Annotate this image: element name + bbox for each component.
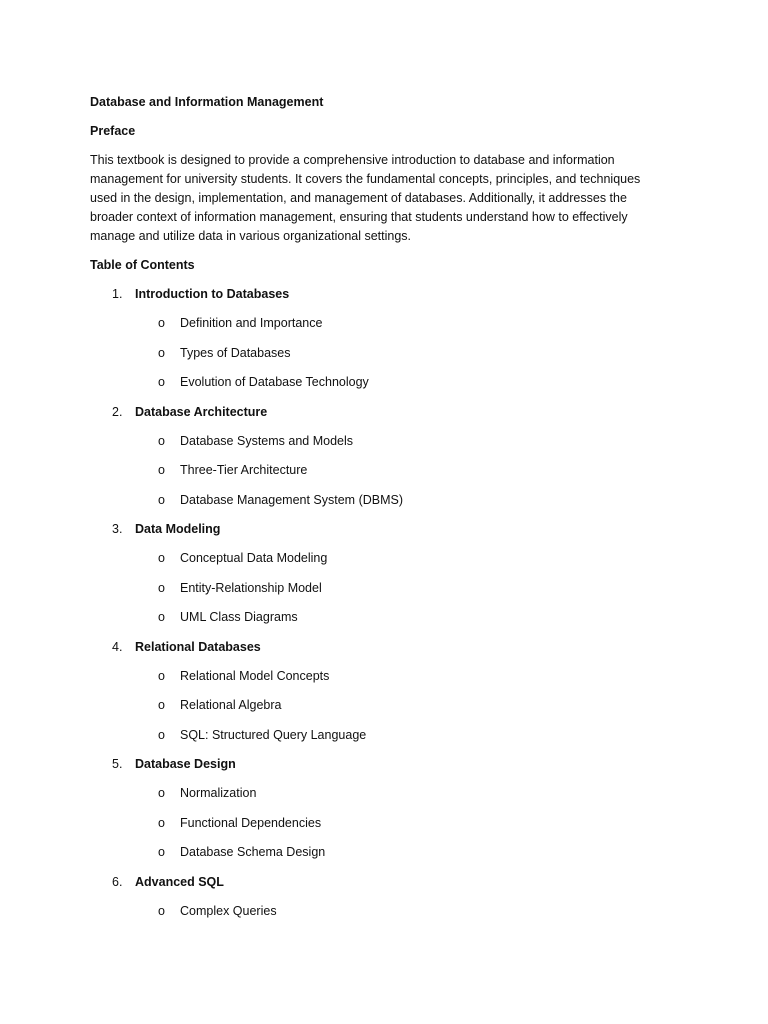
chapter-topics	[90, 314, 670, 392]
toc-chapter	[90, 403, 670, 510]
chapter-number: 1.	[112, 287, 123, 301]
bullet-icon: o	[158, 727, 165, 742]
topic-item	[90, 902, 670, 921]
topic-item	[90, 373, 670, 392]
bullet-icon: o	[158, 580, 165, 595]
bullet-icon: o	[158, 345, 165, 360]
chapter-topics	[90, 784, 670, 862]
topic-text: Entity-Relationship Model	[180, 580, 322, 595]
document-content	[90, 93, 670, 931]
bullet-icon: o	[158, 316, 165, 330]
bullet-icon: o	[158, 551, 165, 565]
preface-heading: Preface	[90, 124, 136, 138]
chapter-topics	[90, 902, 670, 921]
chapter-row	[90, 520, 670, 539]
topic-item	[90, 784, 670, 803]
chapter-topics	[90, 667, 670, 745]
bullet-icon: o	[158, 463, 165, 477]
topic-item	[90, 314, 670, 333]
topic-text: Database Schema Design	[180, 845, 326, 859]
chapter-number: 4.	[112, 639, 123, 654]
topic-text: Relational Model Concepts	[180, 668, 330, 683]
bullet-icon: o	[158, 375, 165, 389]
topic-text: Database Systems and Models	[180, 433, 354, 448]
chapter-row	[90, 638, 670, 657]
topic-text: Conceptual Data Modeling	[180, 551, 328, 565]
chapter-row	[90, 755, 670, 774]
chapter-title: Database Design	[135, 757, 236, 771]
topic-text: Database Management System (DBMS)	[180, 492, 404, 507]
bullet-icon: o	[158, 815, 165, 830]
topic-text: SQL: Structured Query Language	[180, 727, 367, 742]
toc-chapter	[90, 520, 670, 627]
chapter-number: 6.	[112, 874, 123, 889]
chapter-number: 3.	[112, 522, 123, 536]
topic-item	[90, 461, 670, 480]
chapter-title: Database Architecture	[135, 404, 268, 419]
topic-text: Normalization	[180, 786, 257, 800]
topic-item	[90, 814, 670, 833]
topic-item	[90, 491, 670, 510]
topic-item	[90, 726, 670, 745]
chapter-row	[90, 403, 670, 422]
topic-text: Types of Databases	[180, 345, 291, 360]
topic-item	[90, 696, 670, 715]
bullet-icon: o	[158, 903, 165, 918]
table-of-contents	[90, 285, 670, 921]
topic-item	[90, 432, 670, 451]
bullet-icon: o	[158, 668, 165, 683]
topic-item	[90, 549, 670, 568]
topic-text: Functional Dependencies	[180, 815, 322, 830]
toc-heading: Table of Contents	[90, 258, 195, 272]
toc-chapter	[90, 873, 670, 921]
chapter-title: Advanced SQL	[135, 874, 224, 889]
bullet-icon: o	[158, 698, 165, 712]
topic-item	[90, 344, 670, 363]
topic-item	[90, 608, 670, 627]
chapter-title: Relational Databases	[135, 639, 261, 654]
topic-text: Evolution of Database Technology	[180, 375, 369, 389]
topic-text: UML Class Diagrams	[180, 610, 298, 624]
document-title: Database and Information Management	[90, 95, 324, 109]
bullet-icon: o	[158, 610, 165, 624]
toc-chapter	[90, 755, 670, 862]
chapter-title: Data Modeling	[135, 522, 221, 536]
chapter-number: 5.	[112, 757, 123, 771]
topic-item	[90, 843, 670, 862]
bullet-icon: o	[158, 492, 165, 507]
bullet-icon: o	[158, 786, 165, 800]
topic-item	[90, 667, 670, 686]
chapter-row	[90, 285, 670, 304]
preface-paragraph: This textbook is designed to provide a comprehensive introduction to database and information management for university students. It covers the fundamental concepts, principles, and techniques used in the design, implementation, and management of databases. Additionally, it addresses the broader context of information management, ensuring that students understand how to effectively manage and utilize data in various organizational settings.	[90, 153, 641, 243]
topic-text: Complex Queries	[180, 903, 277, 918]
chapter-topics	[90, 549, 670, 627]
toc-chapter	[90, 638, 670, 745]
topic-text: Three-Tier Architecture	[180, 463, 308, 477]
toc-chapter	[90, 285, 670, 392]
topic-text: Definition and Importance	[180, 316, 323, 330]
chapter-number: 2.	[112, 404, 123, 419]
chapter-row	[90, 873, 670, 892]
chapter-title: Introduction to Databases	[135, 287, 290, 301]
chapter-topics	[90, 432, 670, 510]
topic-text: Relational Algebra	[180, 698, 282, 712]
bullet-icon: o	[158, 433, 165, 448]
topic-item	[90, 579, 670, 598]
bullet-icon: o	[158, 845, 165, 859]
